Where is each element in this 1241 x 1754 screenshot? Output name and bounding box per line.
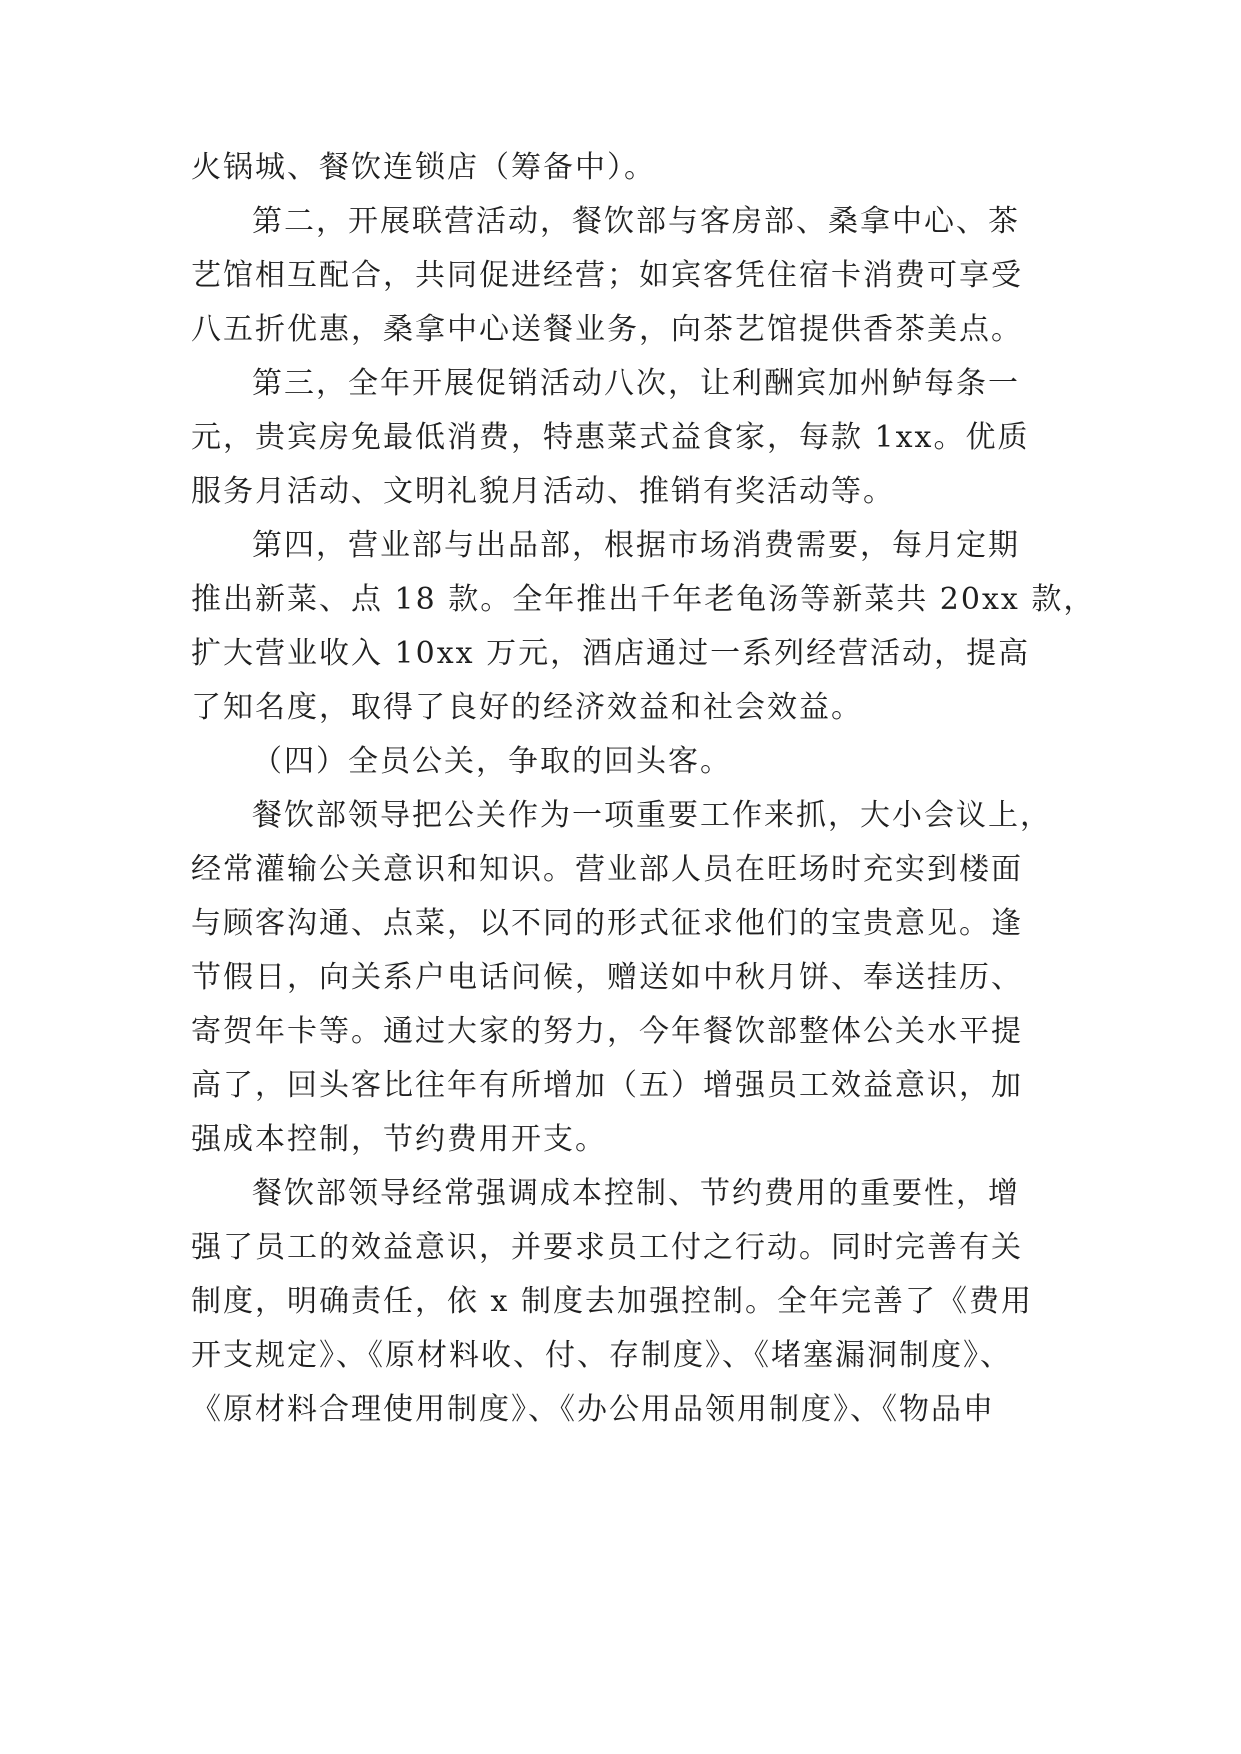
text-line: 火锅城、餐饮连锁店（筹备中）。 <box>191 150 656 185</box>
section-heading: （四）全员公关，争取的回头客。 <box>252 744 732 779</box>
paragraph-start: 第三，全年开展促销活动八次，让利酬宾加州鲈每条一 <box>252 366 1020 401</box>
text-line: 寄贺年卡等。通过大家的努力，今年餐饮部整体公关水平提 <box>191 1014 1023 1049</box>
text-line: 开支规定》、《原材料收、付、存制度》、《堵塞漏洞制度》、 <box>191 1338 1012 1373</box>
text-line: 制度，明确责任，依 x 制度去加强控制。全年完善了《费用 <box>191 1284 1033 1319</box>
text-line: 服务月活动、文明礼貌月活动、推销有奖活动等。 <box>191 474 895 509</box>
text-line: 推出新菜、点 18 款。全年推出千年老龟汤等新菜共 20xx 款， <box>191 582 1096 617</box>
text-line: 艺馆相互配合，共同促进经营；如宾客凭住宿卡消费可享受 <box>191 258 1023 293</box>
text-line: 与顾客沟通、点菜，以不同的形式征求他们的宝贵意见。逢 <box>191 906 1023 941</box>
text-line: 经常灌输公关意识和知识。营业部人员在旺场时充实到楼面 <box>191 852 1023 887</box>
paragraph-start: 第二，开展联营活动，餐饮部与客房部、桑拿中心、茶 <box>252 204 1020 239</box>
text-line: 节假日，向关系户电话问候，赠送如中秋月饼、奉送挂历、 <box>191 960 1023 995</box>
paragraph-start: 餐饮部领导把公关作为一项重要工作来抓，大小会议上， <box>252 798 1052 833</box>
text-line: 强了员工的效益意识，并要求员工付之行动。同时完善有关 <box>191 1230 1023 1265</box>
text-line: 《原材料合理使用制度》、《办公用品领用制度》、《物品申 <box>191 1392 995 1427</box>
text-line: 强成本控制，节约费用开支。 <box>191 1122 607 1157</box>
text-line: 元，贵宾房免最低消费，特惠菜式益食家，每款 1xx。优质 <box>191 420 1030 455</box>
text-line: 了知名度，取得了良好的经济效益和社会效益。 <box>191 690 863 725</box>
text-line: 扩大营业收入 10xx 万元，酒店通过一系列经营活动，提高 <box>191 636 1031 671</box>
paragraph-start: 第四，营业部与出品部，根据市场消费需要，每月定期 <box>252 528 1020 563</box>
text-line: 八五折优惠，桑拿中心送餐业务，向茶艺馆提供香茶美点。 <box>191 312 1023 347</box>
text-line: 高了，回头客比往年有所增加（五）增强员工效益意识，加 <box>191 1068 1023 1103</box>
paragraph-start: 餐饮部领导经常强调成本控制、节约费用的重要性，增 <box>252 1176 1020 1211</box>
